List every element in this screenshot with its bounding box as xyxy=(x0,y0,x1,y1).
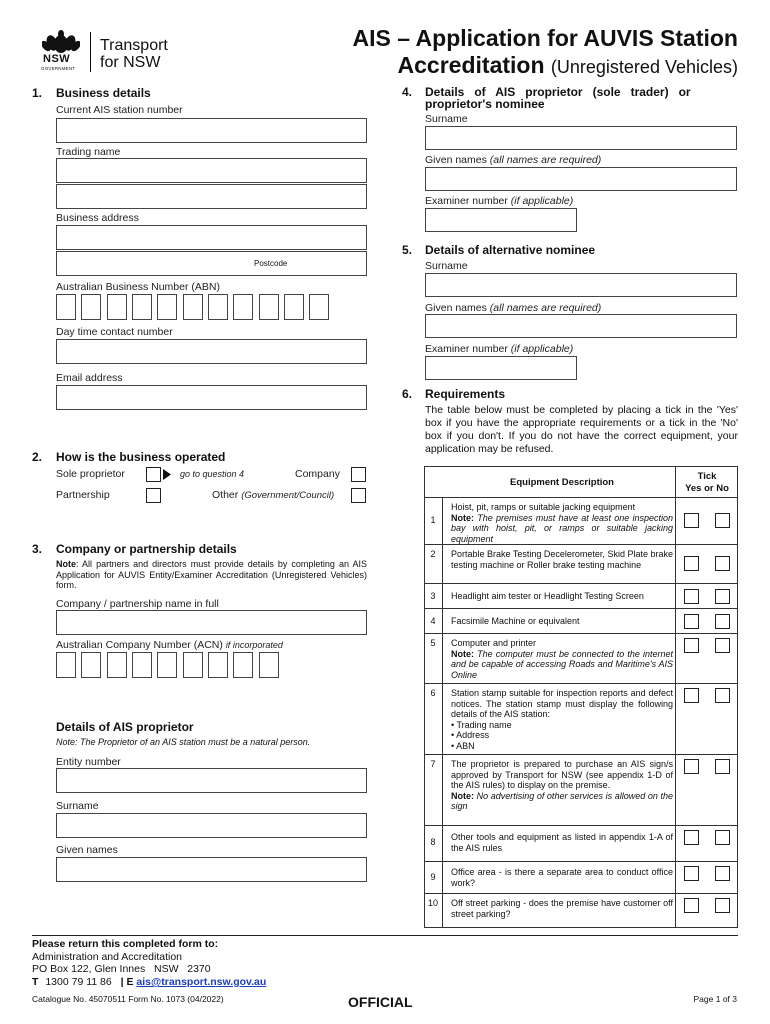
abn-cell[interactable] xyxy=(183,294,203,320)
acn-text: Australian Company Number (ACN) xyxy=(56,639,223,651)
acn-cell[interactable] xyxy=(132,652,152,678)
section-5-number: 5. xyxy=(402,243,413,257)
arrow-right-icon xyxy=(163,469,171,480)
no-checkbox[interactable] xyxy=(715,513,730,528)
logo-divider xyxy=(90,32,91,72)
page-title xyxy=(353,24,739,80)
table-row xyxy=(425,583,737,608)
acn-cells[interactable] xyxy=(56,652,286,678)
table-row xyxy=(425,633,737,683)
proprietor-given-label: Given names xyxy=(56,844,118,856)
no-checkbox[interactable] xyxy=(715,898,730,913)
section-6-intro: The table below must be completed by placing a tick in the 'Yes' box if you have the appropriate requirements or a tick in the 'No' box if you don't. If you do not have the correct equipment, your application may be refused. xyxy=(425,404,738,455)
official-marking: OFFICIAL xyxy=(348,994,413,1010)
row-description xyxy=(451,502,673,544)
alt-surname-input[interactable] xyxy=(425,273,737,297)
company-name-input[interactable] xyxy=(56,610,367,635)
abn-label: Australian Business Number (ABN) xyxy=(56,281,220,293)
yes-checkbox[interactable] xyxy=(684,898,699,913)
table-row xyxy=(425,544,737,583)
yes-checkbox[interactable] xyxy=(684,589,699,604)
row-description: Portable Brake Testing Decelerometer, Skid Plate brake testing machine or Roller brake testing machine xyxy=(451,549,673,570)
acn-cell[interactable] xyxy=(183,652,203,678)
row-text: Computer and printer xyxy=(451,638,537,648)
proprietor-note: Note: The Proprietor of an AIS station must be a natural person. xyxy=(56,737,311,747)
row-note: The premises must have at least one inspection bay with hoist, pit, or ramps or suitable jacking equipment xyxy=(451,512,673,544)
nominee-examiner-label xyxy=(425,195,573,207)
email-input[interactable] xyxy=(56,385,367,410)
abn-cell[interactable] xyxy=(233,294,253,320)
row-number: 8 xyxy=(430,837,436,847)
business-address-input-2[interactable] xyxy=(56,251,367,276)
abn-cell[interactable] xyxy=(309,294,329,320)
station-number-label: Current AIS station number xyxy=(56,104,183,116)
table-row xyxy=(425,754,737,825)
nominee-examiner-note: (if applicable) xyxy=(510,195,574,207)
table-row xyxy=(425,825,737,861)
contact-input[interactable] xyxy=(56,339,367,364)
section-3-title: Company or partnership details xyxy=(56,542,237,556)
no-checkbox[interactable] xyxy=(715,556,730,571)
acn-cell[interactable] xyxy=(208,652,228,678)
yes-checkbox[interactable] xyxy=(684,638,699,653)
row-number: 9 xyxy=(430,872,436,882)
company-label: Company xyxy=(295,468,340,480)
entity-number-label: Entity number xyxy=(56,756,121,768)
section-3-note-text: : All partners and directors must provide details by completing an AIS Application for AUVIS Entity/Examiner Accreditation (Unregistered Vehicles) form. xyxy=(56,559,367,590)
business-address-input-1[interactable] xyxy=(56,225,367,250)
alt-given-input[interactable] xyxy=(425,314,737,338)
contact-line xyxy=(32,976,266,988)
row-note-label: Note: xyxy=(451,512,474,523)
alt-given-label xyxy=(425,302,601,314)
nominee-given-input[interactable] xyxy=(425,167,737,191)
no-checkbox[interactable] xyxy=(715,866,730,881)
other-checkbox[interactable] xyxy=(351,488,366,503)
station-number-input[interactable] xyxy=(56,118,367,143)
section-3-number: 3. xyxy=(32,542,43,556)
email-label-footer: | E xyxy=(120,976,134,988)
acn-cell[interactable] xyxy=(81,652,101,678)
logo-government: GOVERNMENT xyxy=(41,66,76,71)
alt-given-text: Given names xyxy=(425,302,487,314)
yes-checkbox[interactable] xyxy=(684,830,699,845)
nominee-examiner-input[interactable] xyxy=(425,208,577,232)
row-number: 2 xyxy=(430,549,436,559)
row-description: Headlight aim tester or Headlight Testing Screen xyxy=(451,591,644,601)
yes-checkbox[interactable] xyxy=(684,866,699,881)
acn-cell[interactable] xyxy=(107,652,127,678)
email-label: Email address xyxy=(56,372,123,384)
title-line1: AIS – Application for AUVIS Station xyxy=(352,25,738,51)
section-2-number: 2. xyxy=(32,450,43,464)
company-checkbox[interactable] xyxy=(351,467,366,482)
sole-proprietor-checkbox[interactable] xyxy=(146,467,161,482)
row-description: Office area - is there a separate area to conduct office work? xyxy=(451,867,673,888)
other-label xyxy=(212,489,334,501)
row-number: 10 xyxy=(427,898,438,908)
alt-examiner-text: Examiner number xyxy=(425,343,508,355)
yes-checkbox[interactable] xyxy=(684,759,699,774)
row-bullet: • Address xyxy=(451,730,490,740)
abn-cell[interactable] xyxy=(107,294,127,320)
partnership-checkbox[interactable] xyxy=(146,488,161,503)
section-4-title-1: Details of AIS proprietor (sole trader) or xyxy=(425,85,691,99)
proprietor-given-input[interactable] xyxy=(56,857,367,882)
no-checkbox[interactable] xyxy=(715,830,730,845)
row-text: Hoist, pit, ramps or suitable jacking equipment xyxy=(451,502,636,512)
nominee-given-note: (all names are required) xyxy=(489,154,602,166)
trading-name-input-2[interactable] xyxy=(56,184,367,209)
alt-given-note: (all names are required) xyxy=(489,302,602,314)
return-heading: Please return this completed form to: xyxy=(32,938,219,950)
logo-line1: Transport xyxy=(100,37,168,54)
nominee-examiner-text: Examiner number xyxy=(425,195,508,207)
table-header xyxy=(425,467,737,497)
other-note: (Government/Council) xyxy=(241,490,335,501)
row-description: Facsimile Machine or equivalent xyxy=(451,616,580,626)
yes-checkbox[interactable] xyxy=(684,556,699,571)
row-number: 6 xyxy=(430,688,436,698)
row-text: Station stamp suitable for inspection reports and defect notices. The station stamp must display the following details of the AIS station: xyxy=(451,688,673,719)
business-address-label: Business address xyxy=(56,212,139,224)
row-note: No advertising of other services is allowed on the sign xyxy=(451,790,673,811)
row-text: The proprietor is prepared to purchase an AIS sign/s approved by Transport for NSW (see appendix 1-D of the AIS rules) to display on the premise. xyxy=(451,759,673,790)
yes-checkbox[interactable] xyxy=(684,513,699,528)
abn-cell[interactable] xyxy=(208,294,228,320)
postcode-label: Postcode xyxy=(254,259,288,268)
nominee-given-text: Given names xyxy=(425,154,487,166)
abn-cell[interactable] xyxy=(157,294,177,320)
abn-cell[interactable] xyxy=(56,294,76,320)
acn-cell[interactable] xyxy=(56,652,76,678)
col-equipment-description: Equipment Description xyxy=(510,477,614,488)
nominee-surname-input[interactable] xyxy=(425,126,737,150)
col-tick: Tick xyxy=(697,471,717,482)
section-3-note-label: Note xyxy=(56,559,76,569)
acn-label xyxy=(56,639,283,651)
abn-cell[interactable] xyxy=(284,294,304,320)
footer-divider xyxy=(32,935,738,936)
alt-examiner-note: (if applicable) xyxy=(510,343,574,355)
logo-line2: for NSW xyxy=(100,54,161,71)
no-checkbox[interactable] xyxy=(715,688,730,703)
trading-name-input-1[interactable] xyxy=(56,158,367,183)
row-description xyxy=(451,759,673,812)
proprietor-surname-input[interactable] xyxy=(56,813,367,838)
acn-cell[interactable] xyxy=(259,652,279,678)
nsw-logo xyxy=(40,30,180,74)
proprietor-surname-label: Surname xyxy=(56,800,99,812)
phone-number: 1300 79 11 86 xyxy=(45,976,112,988)
return-address-1: Administration and Accreditation xyxy=(32,951,182,963)
requirements-table xyxy=(424,466,738,928)
row-bullet: • ABN xyxy=(451,740,475,751)
title-line2 xyxy=(353,52,739,80)
no-checkbox[interactable] xyxy=(715,638,730,653)
no-checkbox[interactable] xyxy=(715,614,730,629)
row-note-label: Note: xyxy=(451,648,474,659)
other-text: Other xyxy=(212,489,239,501)
catalogue-number: Catalogue No. 45070511 Form No. 1073 (04/2022) xyxy=(32,994,224,1004)
company-name-label: Company / partnership name in full xyxy=(56,598,219,610)
section-4-title-2: proprietor's nominee xyxy=(425,97,545,111)
email-link[interactable]: ais@transport.nsw.gov.au xyxy=(136,976,267,988)
section-2-title: How is the business operated xyxy=(56,450,226,464)
table-row xyxy=(425,683,737,754)
alt-surname-label: Surname xyxy=(425,260,468,272)
phone-label: T xyxy=(32,976,39,988)
row-number: 1 xyxy=(430,515,436,525)
yes-checkbox[interactable] xyxy=(684,614,699,629)
no-checkbox[interactable] xyxy=(715,589,730,604)
row-number: 4 xyxy=(430,616,436,626)
contact-label: Day time contact number xyxy=(56,326,173,338)
title-line2-bold: Accreditation xyxy=(397,52,545,78)
entity-number-input[interactable] xyxy=(56,768,367,793)
section-6-number: 6. xyxy=(402,387,413,401)
section-1-number: 1. xyxy=(32,86,43,100)
row-number: 3 xyxy=(430,591,436,601)
row-description: Other tools and equipment as listed in appendix 1-A of the AIS rules xyxy=(451,832,673,853)
acn-cell[interactable] xyxy=(233,652,253,678)
alt-examiner-label xyxy=(425,343,573,355)
table-row xyxy=(425,861,737,893)
row-note-label: Note: xyxy=(451,790,474,801)
row-description xyxy=(451,638,673,680)
sole-proprietor-label: Sole proprietor xyxy=(56,468,125,480)
abn-cell[interactable] xyxy=(259,294,279,320)
section-5-title: Details of alternative nominee xyxy=(425,243,596,257)
acn-cell[interactable] xyxy=(157,652,177,678)
logo-state: NSW xyxy=(43,53,71,65)
nominee-surname-label: Surname xyxy=(425,113,468,125)
row-note: The computer must be connected to the internet and be capable of accessing Roads and Maritime's AIS Online xyxy=(451,648,673,680)
partnership-label: Partnership xyxy=(56,489,110,501)
section-4-number: 4. xyxy=(402,85,413,99)
section-3-note xyxy=(56,559,367,591)
waratah-icon xyxy=(42,30,80,54)
section-6-title: Requirements xyxy=(425,387,506,401)
trading-name-label: Trading name xyxy=(56,146,121,158)
alt-examiner-input[interactable] xyxy=(425,356,577,380)
abn-cell[interactable] xyxy=(132,294,152,320)
no-checkbox[interactable] xyxy=(715,759,730,774)
row-description xyxy=(451,688,673,751)
proprietor-title: Details of AIS proprietor xyxy=(56,720,194,734)
section-1-title: Business details xyxy=(56,86,151,100)
row-bullet: • Trading name xyxy=(451,719,512,730)
return-address-2: PO Box 122, Glen Innes NSW 2370 xyxy=(32,963,211,975)
table-row xyxy=(425,608,737,633)
table-row xyxy=(425,893,737,928)
nominee-given-label xyxy=(425,154,601,166)
page-number: Page 1 of 3 xyxy=(693,994,737,1004)
row-number: 7 xyxy=(430,759,436,769)
title-line2-suffix: (Unregistered Vehicles) xyxy=(550,57,738,77)
col-yes-no: Yes or No xyxy=(685,483,729,494)
abn-cells[interactable] xyxy=(56,294,366,320)
row-number: 5 xyxy=(430,638,436,648)
goto-note: go to question 4 xyxy=(180,469,245,479)
table-row xyxy=(425,497,737,544)
acn-note: if incorporated xyxy=(225,640,283,650)
yes-checkbox[interactable] xyxy=(684,688,699,703)
abn-cell[interactable] xyxy=(81,294,101,320)
row-description: Off street parking - does the premise have customer off street parking? xyxy=(451,898,673,919)
